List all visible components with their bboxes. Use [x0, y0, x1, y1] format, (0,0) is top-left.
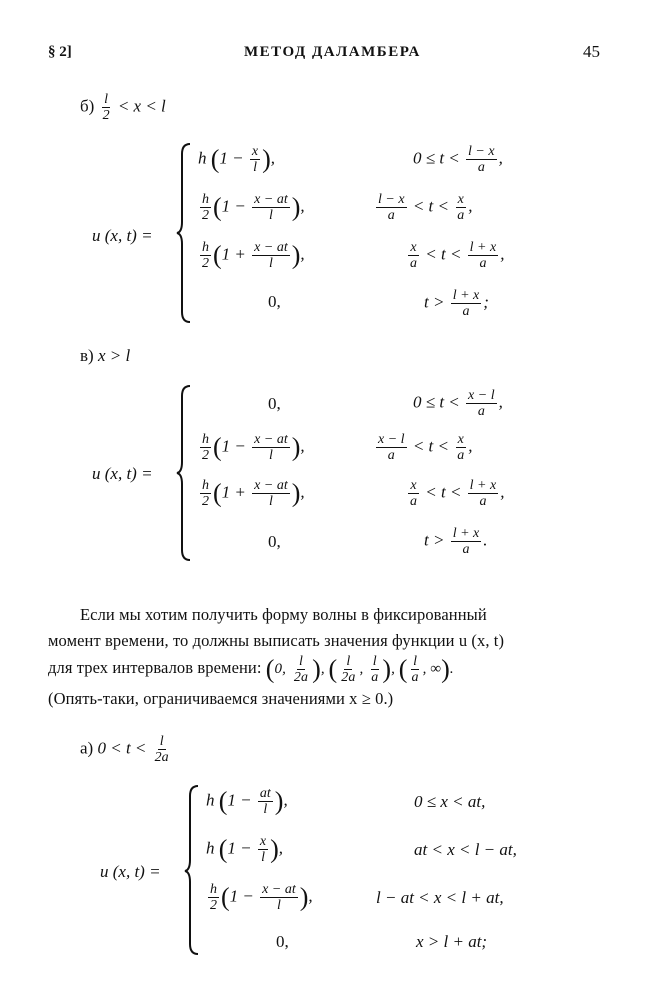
paragraph-line-3 — [48, 654, 454, 685]
case-a-heading — [80, 734, 173, 765]
case-a-fraction: $\frac{l}{2a}$ — [154, 734, 169, 765]
running-title: МЕТОД ДАЛАМБЕРА — [244, 44, 421, 60]
case-v-label: в) — [80, 346, 94, 365]
case-a-expr-1: h (1 − $\frac{at}{l}$ ), — [206, 786, 288, 817]
case-a-brace — [184, 784, 200, 956]
case-v-expr-2: $\frac{h}{2}$ (1 − $\frac{x - at}{l}$ ), — [202, 432, 305, 463]
case-b-expr-1: h (1 − $\frac{x}{l}$ ), — [198, 144, 276, 175]
case-b-cond-1: 0 ≤ t < $\frac{l - x}{a}$ , — [413, 144, 503, 175]
case-b-lhs: u (x, t) = — [92, 226, 153, 245]
case-a-expr-4: 0, — [276, 932, 289, 951]
case-b-label: б) — [80, 96, 95, 116]
case-a-cond-4: x > l + at; — [416, 932, 488, 951]
paragraph-line-4: (Опять-таки, ограничиваемся значениями x ≥ 0.) — [48, 689, 394, 708]
case-v-condition: x > l — [97, 346, 131, 365]
case-b-cond-4: t > $\frac{l + x}{a}$ ; — [424, 288, 489, 319]
case-v-expr-4: 0, — [268, 532, 281, 551]
case-v-cond-2: $\frac{x - l}{a}$ < t < $\frac{x}{a}$ , — [378, 432, 473, 463]
case-b-cond-3: $\frac{x}{a}$ < t < $\frac{l + x}{a}$ , — [410, 240, 505, 271]
case-v-heading — [80, 344, 130, 368]
case-a-condition: 0 < t < — [97, 738, 147, 758]
case-b-cond-2: $\frac{l - x}{a}$ < t < $\frac{x}{a}$ , — [378, 192, 473, 223]
case-a-label: а) — [80, 738, 94, 758]
case-a-expr-2: h (1 − $\frac{x}{l}$ ), — [206, 834, 284, 865]
paragraph-line-1: Если мы хотим получить форму волны в фиксированный — [80, 605, 487, 624]
page-number: 45 — [583, 42, 600, 61]
case-b-expr-2: $\frac{h}{2}$ (1 − $\frac{x - at}{l}$ ), — [202, 192, 305, 223]
case-v-cond-3: $\frac{x}{a}$ < t < $\frac{l + x}{a}$ , — [410, 478, 505, 509]
case-v-cond-1: 0 ≤ t < $\frac{x - l}{a}$ , — [413, 388, 503, 419]
case-b-heading — [80, 92, 166, 123]
case-v-lhs: u (x, t) = — [92, 464, 153, 483]
case-b-brace — [176, 142, 192, 324]
case-b-condition: < x < l — [117, 96, 166, 116]
case-a-expr-3: $\frac{h}{2}$ (1 − $\frac{x - at}{l}$ ), — [210, 882, 313, 913]
case-a-lhs: u (x, t) = — [100, 862, 161, 881]
case-a-cond-2: at < x < l − at, — [414, 840, 517, 859]
case-a-cond-3: l − at < x < l + at, — [376, 888, 504, 907]
paragraph-line-3-text: для трех интервалов времени: — [48, 657, 262, 677]
case-v-brace — [176, 384, 192, 562]
paragraph-line-2: момент времени, то должны выписать значения функции u (x, t) — [48, 631, 505, 650]
section-marker: § 2] — [48, 44, 72, 60]
case-b-fraction: $\frac{l}{2}$ — [102, 92, 110, 123]
case-a-cond-1: 0 ≤ x < at, — [414, 792, 486, 811]
case-v-cond-4: t > $\frac{l + x}{a}$ . — [424, 526, 488, 557]
case-b-expr-4: 0, — [268, 292, 281, 311]
case-v-expr-1: 0, — [268, 394, 281, 413]
case-b-expr-3: $\frac{h}{2}$ (1 + $\frac{x - at}{l}$ ), — [202, 240, 305, 271]
case-v-expr-3: $\frac{h}{2}$ (1 + $\frac{x - at}{l}$ ), — [202, 478, 305, 509]
interval-list: (0, $\frac{l}{2a}$ ), ( $\frac{l}{2a}$ , $\frac{l}{a}$ ), ( $\frac{l}{a}$ , ∞). — [265, 654, 454, 685]
